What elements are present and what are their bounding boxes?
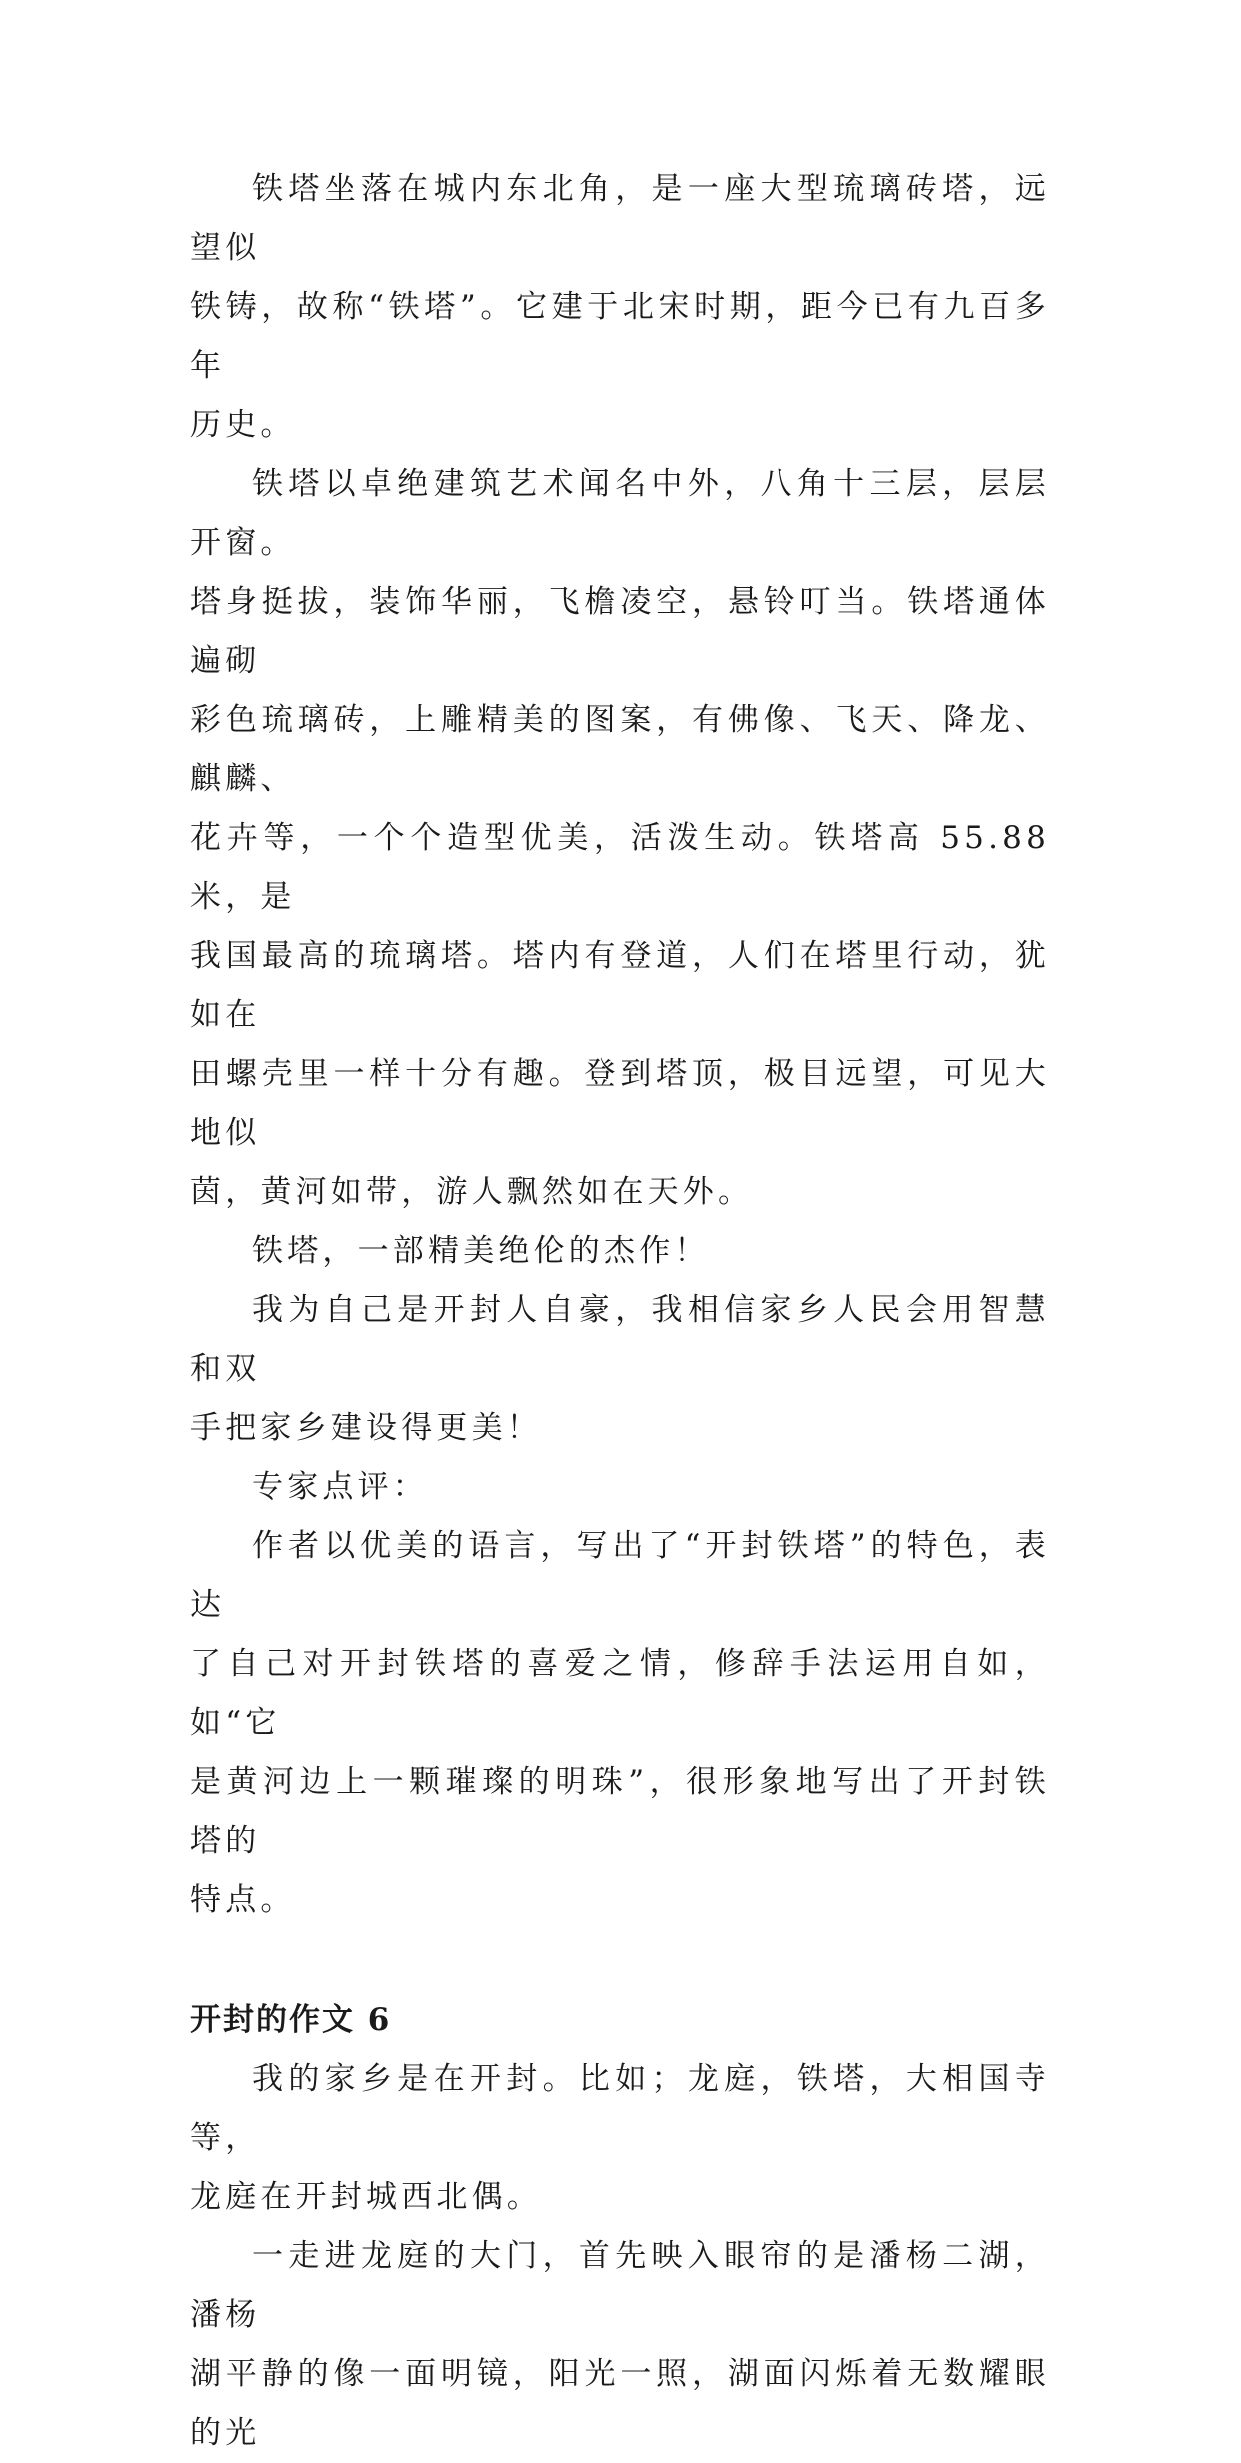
text-line: 彩色琉璃砖，上雕精美的图案，有佛像、飞天、降龙、麒麟、 bbox=[190, 702, 1050, 797]
text-line: 龙庭在开封城西北偶。 bbox=[190, 2179, 542, 2215]
paragraph-hometown bbox=[190, 2050, 1050, 2227]
document-page bbox=[190, 160, 1050, 2463]
text-line: 我的家乡是在开封。比如；龙庭，铁塔，大相国寺等， bbox=[190, 2061, 1050, 2156]
text-line: 特点。 bbox=[190, 1882, 296, 1918]
text-line: 我国最高的琉璃塔。塔内有登道，人们在塔里行动，犹如在 bbox=[190, 938, 1050, 1033]
text-line: 我为自己是开封人自豪，我相信家乡人民会用智慧和双 bbox=[190, 1292, 1050, 1387]
text-line: 历史。 bbox=[190, 407, 296, 443]
text-line: 田螺壳里一样十分有趣。登到塔顶，极目远望，可见大地似 bbox=[190, 1056, 1050, 1151]
text-line: 铁铸，故称“铁塔”。它建于北宋时期，距今已有九百多年 bbox=[190, 289, 1050, 384]
text-line: 是黄河边上一颗璀璨的明珠”，很形象地写出了开封铁塔的 bbox=[190, 1764, 1050, 1859]
paragraph-expert-comment bbox=[190, 1517, 1050, 1930]
text-line: 湖平静的像一面明镜，阳光一照，湖面闪烁着无数耀眼的光 bbox=[190, 2356, 1050, 2451]
paragraph-tieta-architecture bbox=[190, 455, 1050, 1222]
text-line: 铁塔坐落在城内东北角，是一座大型琉璃砖塔，远望似 bbox=[190, 171, 1050, 266]
section-title: 开封的作文 6 bbox=[190, 2002, 392, 2038]
text-line: 手把家乡建设得更美！ bbox=[190, 1410, 542, 1446]
text-line: 作者以优美的语言，写出了“开封铁塔”的特色，表达 bbox=[190, 1528, 1050, 1623]
text-line: 茵，黄河如带，游人飘然如在天外。 bbox=[190, 1174, 754, 1210]
text-line: 铁塔以卓绝建筑艺术闻名中外，八角十三层，层层开窗。 bbox=[190, 466, 1050, 561]
paragraph-tieta-location bbox=[190, 160, 1050, 455]
paragraph-masterpiece bbox=[190, 1222, 1050, 1281]
paragraph-longting-gate bbox=[190, 2227, 1050, 2463]
text-line: 了自己对开封铁塔的喜爱之情，修辞手法运用自如，如“它 bbox=[190, 1646, 1050, 1741]
text-line: 专家点评： bbox=[252, 1469, 428, 1505]
text-line: 一走进龙庭的大门，首先映入眼帘的是潘杨二湖，潘杨 bbox=[190, 2238, 1050, 2333]
paragraph-pride bbox=[190, 1281, 1050, 1458]
text-line: 花卉等，一个个造型优美，活泼生动。铁塔高 55.88 米，是 bbox=[190, 820, 1050, 915]
text-line: 铁塔，一部精美绝伦的杰作！ bbox=[252, 1233, 710, 1269]
paragraph-expert-comment-label bbox=[190, 1458, 1050, 1517]
text-line: 塔身挺拔，装饰华丽，飞檐凌空，悬铃叮当。铁塔通体遍砌 bbox=[190, 584, 1050, 679]
